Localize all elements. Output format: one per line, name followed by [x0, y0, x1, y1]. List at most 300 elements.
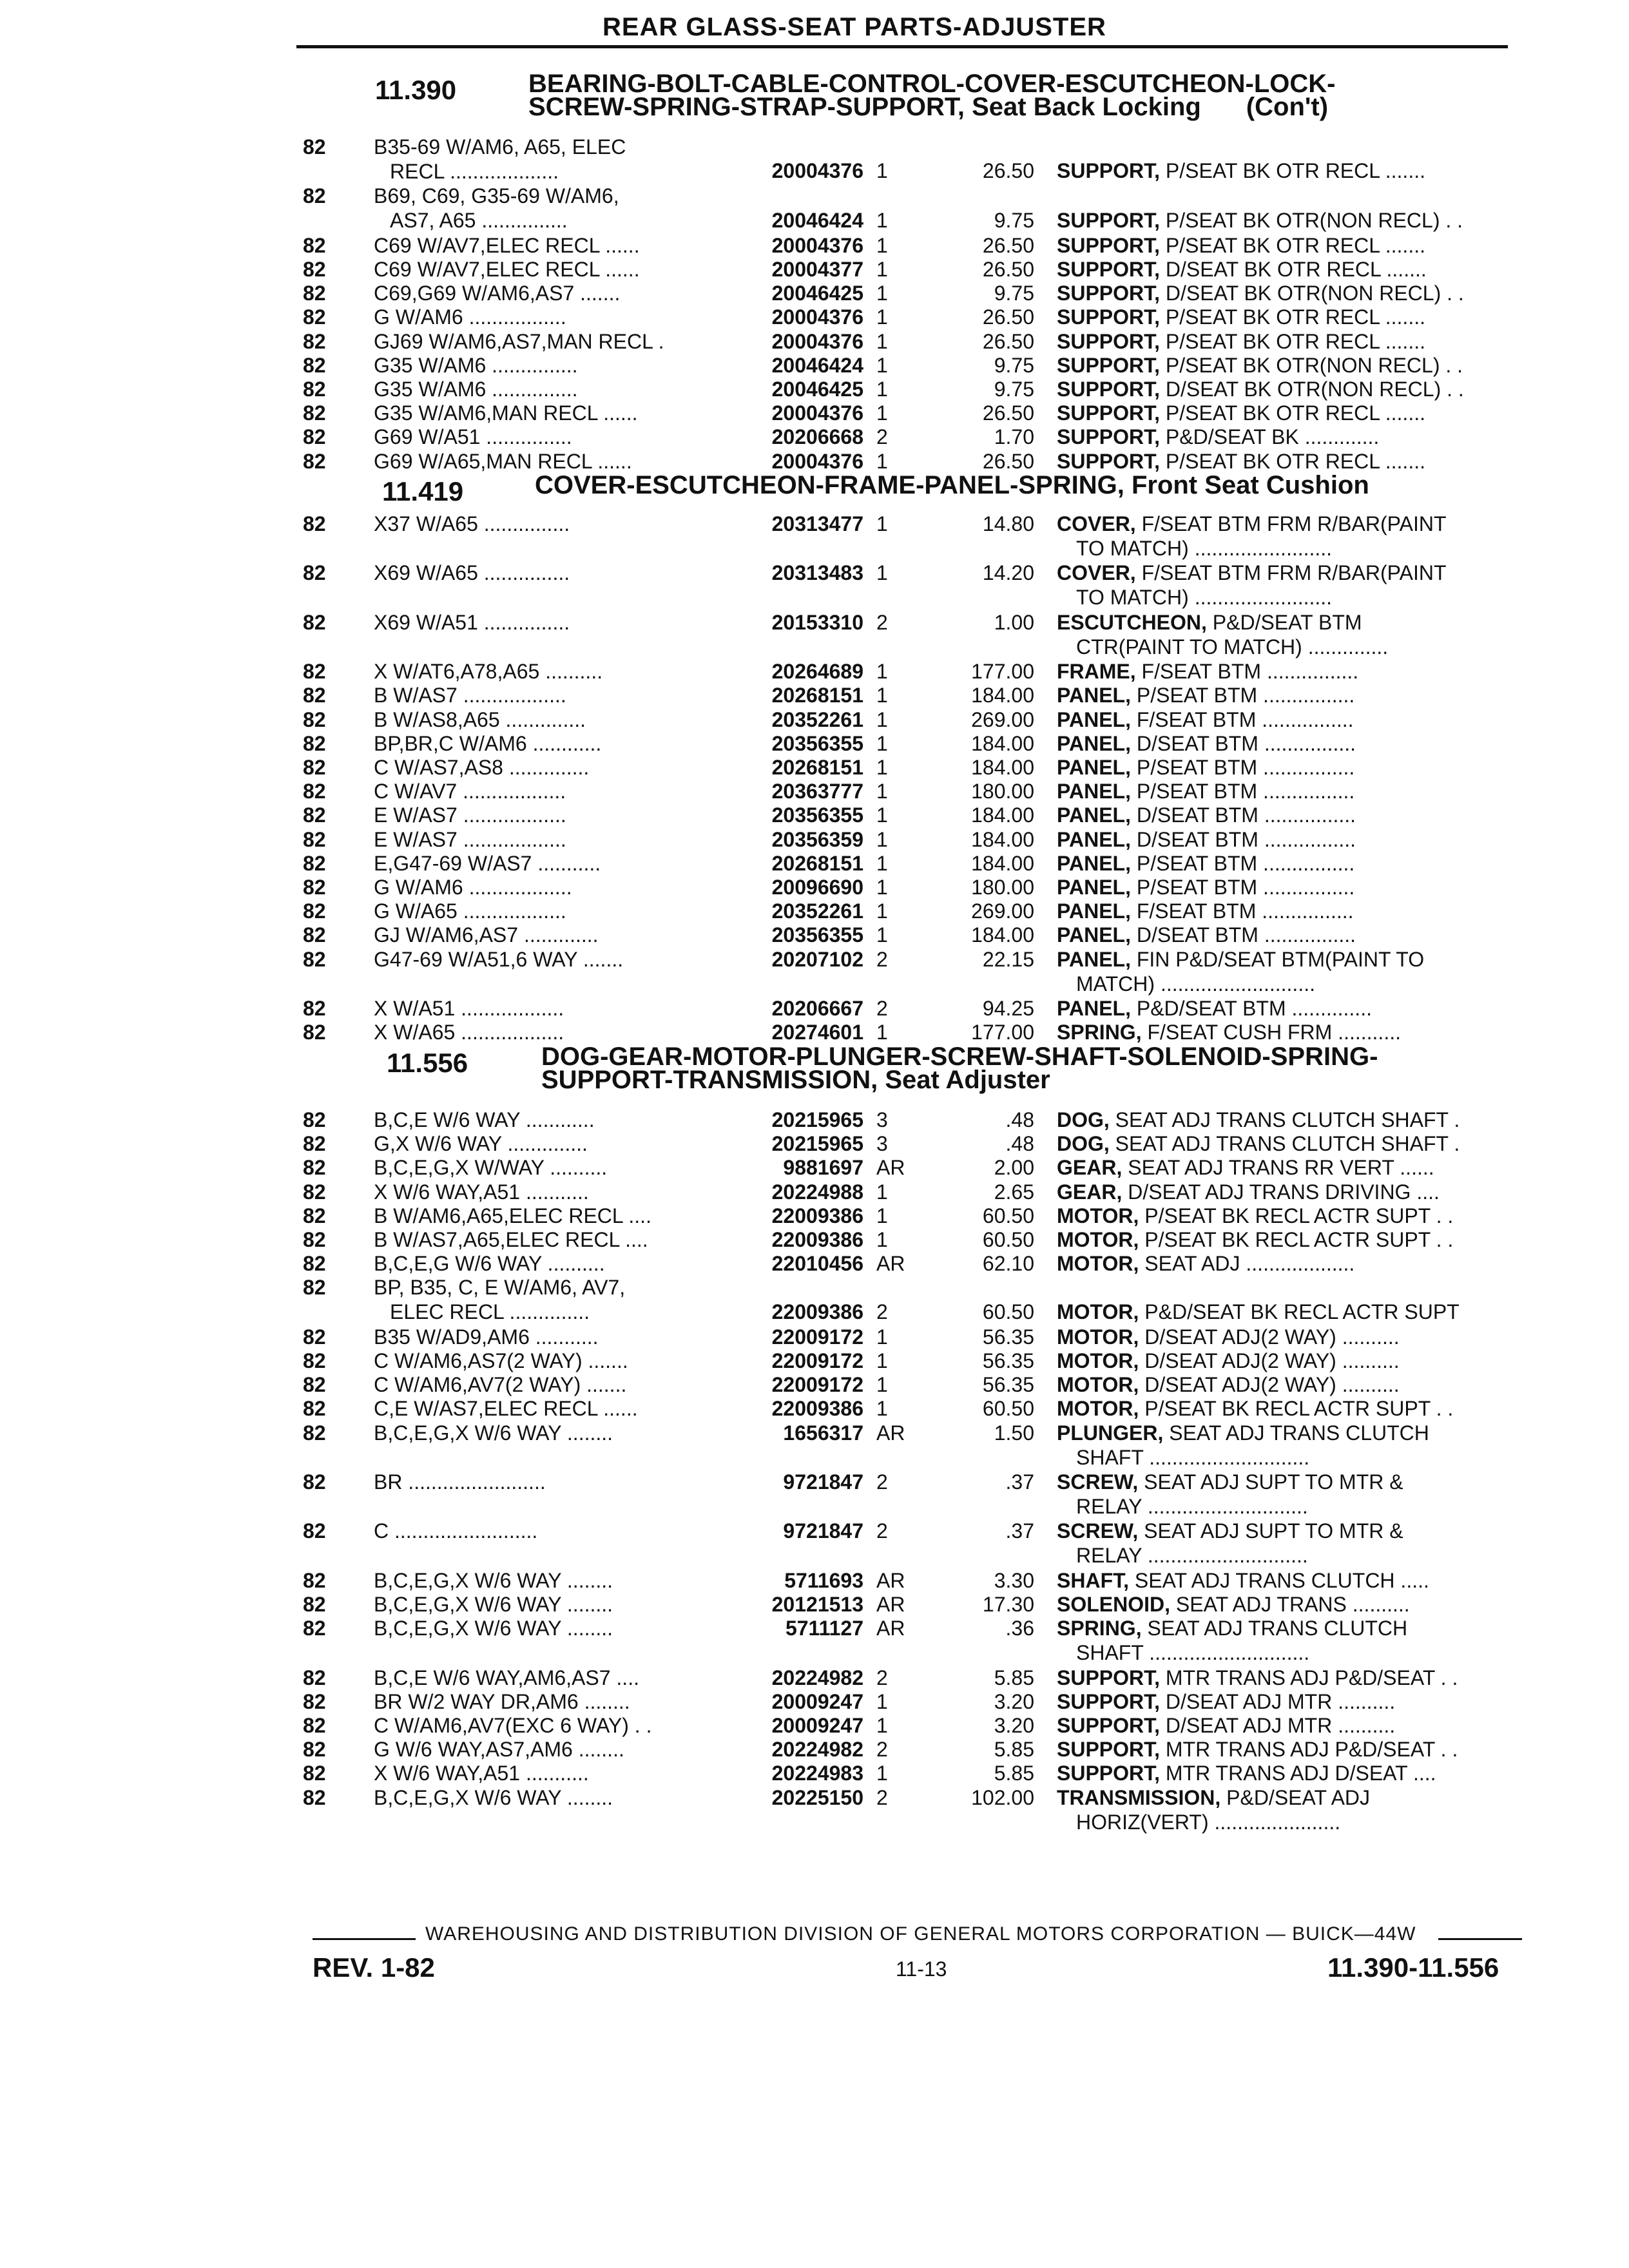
model-year: 82: [303, 827, 326, 851]
quantity: 1: [876, 756, 888, 779]
description-text: SEAT ADJ SUPT TO MTR &: [1138, 1470, 1403, 1494]
model-year: 82: [303, 305, 326, 329]
table-row: [0, 876, 1629, 899]
description-continued: MATCH) ...........................: [1076, 972, 1315, 995]
table-row: [0, 947, 1629, 995]
description-text: F/SEAT BTM FRM R/BAR(PAINT: [1135, 512, 1447, 535]
price: 26.50: [982, 449, 1034, 473]
section-title-line1: [535, 471, 1369, 499]
description-part-name: SUPPORT,: [1057, 1666, 1161, 1689]
description-text: FIN P&D/SEAT BTM(PAINT TO: [1130, 947, 1425, 971]
footer-rule-left: [313, 1938, 416, 1940]
description-text: F/SEAT BTM ................: [1130, 707, 1354, 731]
description: [1057, 1738, 1521, 1762]
description-text: D/SEAT ADJ(2 WAY) ..........: [1139, 1349, 1400, 1372]
part-number: 20004376: [771, 449, 863, 473]
description-part-name: SPRING,: [1057, 1021, 1142, 1044]
description-text: D/SEAT ADJ TRANS DRIVING ....: [1122, 1180, 1440, 1204]
description-part-name: PANEL,: [1057, 997, 1131, 1020]
application-continued: AS7, A65 ...............: [390, 209, 568, 233]
model-year: 82: [303, 660, 326, 684]
description-part-name: PANEL,: [1057, 923, 1131, 947]
table-row: [0, 1738, 1629, 1761]
application: X37 W/A65 ...............: [374, 512, 570, 535]
description-part-name: DOG,: [1057, 1132, 1110, 1156]
part-number: 20224982: [771, 1738, 863, 1762]
part-number: 20268151: [771, 851, 863, 875]
application: G35 W/AM6,MAN RECL ......: [374, 401, 638, 425]
description-continued: RELAY ............................: [1076, 1544, 1308, 1568]
table-row: [0, 899, 1629, 923]
description-text: MTR TRANS ADJ P&D/SEAT . .: [1160, 1666, 1458, 1689]
model-year: 82: [303, 1397, 326, 1421]
price: 3.20: [994, 1689, 1034, 1713]
application: C69 W/AV7,ELEC RECL ......: [374, 258, 640, 281]
description: [1057, 1569, 1521, 1593]
description-text: SEAT ADJ TRANS CLUTCH: [1163, 1421, 1429, 1445]
model-year: 82: [303, 1470, 326, 1494]
model-year: 82: [303, 1421, 326, 1445]
price: 5.85: [994, 1738, 1034, 1762]
description-part-name: PLUNGER,: [1057, 1421, 1164, 1445]
description: [1057, 1325, 1521, 1349]
part-number: 5711127: [785, 1617, 863, 1640]
description: [1057, 159, 1521, 183]
description-part-name: SHAFT,: [1057, 1568, 1129, 1592]
application: C W/AS7,AS8 ..............: [374, 756, 590, 779]
description-part-name: SUPPORT,: [1057, 378, 1161, 401]
description-part-name: MOTOR,: [1057, 1349, 1139, 1372]
description-text: SEAT ADJ SUPT TO MTR &: [1138, 1519, 1403, 1543]
description-part-name: SUPPORT,: [1057, 1689, 1161, 1713]
description-part-name: SUPPORT,: [1057, 1714, 1161, 1737]
model-year: 82: [303, 780, 326, 803]
price: 56.35: [982, 1325, 1034, 1349]
model-year: 82: [303, 1132, 326, 1156]
description: [1057, 305, 1521, 329]
model-year: 82: [303, 425, 326, 449]
quantity: 2: [876, 997, 888, 1020]
description: [1057, 512, 1521, 536]
description-part-name: COVER,: [1057, 512, 1136, 535]
section-title-main: COVER-ESCUTCHEON-FRAME-PANEL-SPRING,: [535, 471, 1124, 499]
table-row: [0, 135, 1629, 183]
description-text: F/SEAT CUSH FRM ...........: [1141, 1021, 1401, 1044]
application: B35-69 W/AM6, A65, ELEC: [374, 135, 626, 159]
model-year: 82: [303, 876, 326, 899]
application: G69 W/A65,MAN RECL ......: [374, 449, 632, 473]
page-header-title: REAR GLASS-SEAT PARTS-ADJUSTER: [602, 13, 1106, 41]
description: [1057, 378, 1521, 401]
table-row: [0, 1156, 1629, 1179]
price: 2.65: [994, 1180, 1034, 1204]
table-row: [0, 282, 1629, 305]
application: G W/6 WAY,AS7,AM6 ........: [374, 1738, 624, 1762]
table-row: [0, 1690, 1629, 1713]
section-title: [541, 1043, 1378, 1094]
part-number: 20264689: [771, 660, 863, 684]
price: 9.75: [994, 208, 1034, 232]
quantity: 1: [876, 378, 888, 401]
model-year: 82: [303, 1252, 326, 1276]
description-part-name: PANEL,: [1057, 684, 1131, 707]
table-row: [0, 660, 1629, 683]
description-part-name: SUPPORT,: [1057, 449, 1161, 473]
application: G47-69 W/A51,6 WAY .......: [374, 947, 624, 971]
description-part-name: GEAR,: [1057, 1156, 1123, 1180]
description-part-name: SOLENOID,: [1057, 1593, 1171, 1616]
description: [1057, 923, 1521, 947]
description-text: P/SEAT BK OTR RECL .......: [1160, 159, 1425, 183]
description-text: P/SEAT BK OTR RECL .......: [1160, 305, 1425, 329]
description: [1057, 1397, 1521, 1421]
model-year: 82: [303, 184, 326, 208]
application: C69 W/AV7,ELEC RECL ......: [374, 233, 640, 257]
price: 2.00: [994, 1156, 1034, 1180]
model-year: 82: [303, 1738, 326, 1762]
section-number: 11.419: [382, 476, 464, 506]
description-text: P/SEAT BK OTR RECL .......: [1160, 449, 1425, 473]
table-row: [0, 1132, 1629, 1155]
description: [1057, 258, 1521, 282]
description: [1057, 708, 1521, 732]
description-part-name: SCREW,: [1057, 1519, 1139, 1543]
description-text: SEAT ADJ TRANS CLUTCH .....: [1129, 1568, 1429, 1592]
part-number: 22009172: [771, 1373, 863, 1397]
section-title-subject: Seat Adjuster: [878, 1066, 1050, 1094]
part-number: 9721847: [783, 1519, 863, 1543]
quantity: 2: [876, 1470, 888, 1494]
model-year: 82: [303, 329, 326, 353]
model-year: 82: [303, 1276, 326, 1300]
price: 26.50: [982, 258, 1034, 281]
price: 9.75: [994, 378, 1034, 401]
table-row: [0, 923, 1629, 947]
quantity: 1: [876, 827, 888, 851]
description: [1057, 1252, 1521, 1276]
footer-section-range: 11.390-11.556: [1327, 1952, 1499, 1983]
table-row: [0, 1397, 1629, 1420]
part-number: 20363777: [771, 780, 863, 803]
description-text: D/SEAT BK OTR(NON RECL) . .: [1160, 378, 1464, 401]
part-number: 20224983: [771, 1762, 863, 1785]
application: C W/AM6,AV7(EXC 6 WAY) . .: [374, 1714, 652, 1737]
price: 62.10: [982, 1252, 1034, 1276]
description: [1057, 282, 1521, 305]
application: G W/A65 ..................: [374, 899, 566, 923]
model-year: 82: [303, 1762, 326, 1785]
part-number: 20206667: [771, 997, 863, 1020]
price: 184.00: [971, 803, 1034, 827]
quantity: 1: [876, 1228, 888, 1251]
price: 184.00: [971, 756, 1034, 779]
model-year: 82: [303, 684, 326, 707]
table-row: [0, 803, 1629, 827]
quantity: 2: [876, 1666, 888, 1689]
description: [1057, 1228, 1521, 1252]
application: E,G47-69 W/AS7 ...........: [374, 851, 601, 875]
model-year: 82: [303, 1021, 326, 1044]
price: 180.00: [971, 876, 1034, 899]
quantity: 2: [876, 1738, 888, 1762]
application: E W/AS7 ..................: [374, 803, 566, 827]
description-part-name: SUPPORT,: [1057, 329, 1161, 353]
application: B W/AS7 ..................: [374, 684, 566, 707]
description-part-name: MOTOR,: [1057, 1397, 1139, 1421]
table-row: [0, 1569, 1629, 1592]
part-number: 20121513: [771, 1593, 863, 1616]
table-row: [0, 1108, 1629, 1131]
part-number: 20268151: [771, 684, 863, 707]
part-number: 20352261: [771, 707, 863, 731]
price: 184.00: [971, 827, 1034, 851]
quantity: 1: [876, 512, 888, 535]
part-number: 9721847: [783, 1470, 863, 1494]
application: B,C,E,G,X W/6 WAY ........: [374, 1568, 613, 1592]
part-number: 20009247: [771, 1689, 863, 1713]
price: 1.00: [994, 610, 1034, 634]
model-year: 82: [303, 899, 326, 923]
description-text: D/SEAT ADJ MTR ..........: [1160, 1689, 1396, 1713]
model-year: 82: [303, 378, 326, 401]
price: .37: [1005, 1519, 1034, 1543]
application: G35 W/AM6 ...............: [374, 378, 578, 401]
description: [1057, 803, 1521, 827]
model-year: 82: [303, 258, 326, 281]
part-number: 20009247: [771, 1714, 863, 1737]
description-part-name: SPRING,: [1057, 1617, 1142, 1640]
table-row: [0, 1762, 1629, 1785]
quantity: 1: [876, 282, 888, 305]
model-year: 82: [303, 707, 326, 731]
table-row: [0, 1421, 1629, 1469]
description-text: F/SEAT BTM ................: [1130, 899, 1354, 923]
application: G,X W/6 WAY ..............: [374, 1132, 588, 1156]
description: [1057, 1180, 1521, 1204]
price: 5.85: [994, 1762, 1034, 1785]
description-text: D/SEAT BK OTR RECL .......: [1160, 258, 1427, 281]
quantity: 1: [876, 1762, 888, 1785]
price: 269.00: [971, 899, 1034, 923]
model-year: 82: [303, 1180, 326, 1204]
table-row: [0, 756, 1629, 779]
description-part-name: COVER,: [1057, 561, 1136, 585]
quantity: 2: [876, 1785, 888, 1809]
description-part-name: PANEL,: [1057, 851, 1131, 875]
price: 26.50: [982, 401, 1034, 425]
description: [1057, 997, 1521, 1021]
table-row: [0, 852, 1629, 875]
table-row: [0, 828, 1629, 851]
description-text: P/SEAT BTM ................: [1130, 756, 1355, 779]
table-row: [0, 1714, 1629, 1737]
footer-revision: REV. 1-82: [313, 1952, 435, 1983]
application: C,E W/AS7,ELEC RECL ......: [374, 1397, 638, 1421]
description-part-name: SUPPORT,: [1057, 282, 1161, 305]
model-year: 82: [303, 1325, 326, 1349]
model-year: 82: [303, 1785, 326, 1809]
table-row: [0, 1228, 1629, 1251]
price: 26.50: [982, 305, 1034, 329]
description-text: P/SEAT BK RECL ACTR SUPT . .: [1139, 1228, 1454, 1251]
quantity: 2: [876, 1300, 888, 1323]
part-number: 5711693: [784, 1568, 863, 1592]
part-number: 20046424: [771, 208, 863, 232]
table-row: [0, 708, 1629, 731]
application: C W/AM6,AS7(2 WAY) .......: [374, 1349, 628, 1372]
section-title-cont: (Con't): [1246, 93, 1329, 121]
description: [1057, 756, 1521, 780]
table-row: [0, 1785, 1629, 1834]
description: [1057, 660, 1521, 684]
description: [1057, 1021, 1521, 1044]
description: [1057, 1786, 1521, 1810]
application: BP,BR,C W/AM6 ............: [374, 731, 602, 755]
model-year: 82: [303, 561, 326, 585]
application: G W/AM6 ..................: [374, 876, 572, 899]
quantity: 3: [876, 1132, 888, 1156]
description: [1057, 1762, 1521, 1785]
description-part-name: SUPPORT,: [1057, 1738, 1161, 1762]
description-text: D/SEAT BTM ................: [1130, 803, 1356, 827]
part-number: 22009386: [771, 1204, 863, 1227]
application: X W/A51 ..................: [374, 997, 564, 1020]
description: [1057, 1690, 1521, 1714]
quantity: 1: [876, 449, 888, 473]
description-text: P&D/SEAT ADJ: [1220, 1785, 1371, 1809]
description-continued: HORIZ(VERT) ......................: [1076, 1810, 1341, 1834]
description-part-name: SUPPORT,: [1057, 425, 1161, 449]
price: .48: [1005, 1132, 1034, 1156]
table-row: [0, 425, 1629, 448]
description-text: MTR TRANS ADJ D/SEAT ....: [1160, 1762, 1436, 1785]
description: [1057, 1666, 1521, 1690]
description: [1057, 780, 1521, 803]
quantity: 1: [876, 1204, 888, 1227]
description-part-name: MOTOR,: [1057, 1300, 1139, 1323]
description-part-name: SUPPORT,: [1057, 233, 1161, 257]
description-text: P/SEAT BK OTR(NON RECL) . .: [1160, 353, 1463, 377]
part-number: 22009172: [771, 1325, 863, 1349]
description: [1057, 234, 1521, 258]
description: [1057, 732, 1521, 756]
description: [1057, 209, 1521, 233]
description-text: F/SEAT BTM ................: [1135, 660, 1359, 684]
section-title-line2: [541, 1066, 1378, 1094]
description-text: SEAT ADJ TRANS RR VERT ......: [1122, 1156, 1434, 1180]
description-text: P/SEAT BTM ................: [1130, 851, 1355, 875]
table-row: [0, 1373, 1629, 1396]
price: 184.00: [971, 684, 1034, 707]
description-continued: TO MATCH) ........................: [1076, 586, 1333, 610]
price: 177.00: [971, 1021, 1034, 1044]
model-year: 82: [303, 1349, 326, 1372]
part-number: 22010456: [771, 1252, 863, 1276]
description-text: P/SEAT BK RECL ACTR SUPT . .: [1139, 1204, 1454, 1227]
price: 56.35: [982, 1349, 1034, 1372]
table-row: [0, 378, 1629, 401]
section-number: 11.556: [387, 1048, 468, 1078]
model-year: 82: [303, 1714, 326, 1737]
quantity: 1: [876, 803, 888, 827]
quantity: 2: [876, 610, 888, 634]
description-text: SEAT ADJ TRANS CLUTCH: [1141, 1617, 1408, 1640]
description-part-name: MOTOR,: [1057, 1204, 1139, 1227]
part-number: 20225150: [771, 1785, 863, 1809]
description-part-name: MOTOR,: [1057, 1252, 1139, 1276]
application: B,C,E,G W/6 WAY ..........: [374, 1252, 605, 1276]
application: BP, B35, C, E W/AM6, AV7,: [374, 1276, 626, 1300]
section-title-continued: SUPPORT-TRANSMISSION,: [541, 1066, 878, 1094]
quantity: 1: [876, 1180, 888, 1204]
description-text: MTR TRANS ADJ P&D/SEAT . .: [1160, 1738, 1458, 1762]
price: .36: [1005, 1617, 1034, 1640]
description-text: P/SEAT BK RECL ACTR SUPT . .: [1139, 1397, 1454, 1421]
part-number: 20207102: [771, 947, 863, 971]
section-title-line1: [541, 1043, 1378, 1071]
part-number: 20313477: [771, 512, 863, 535]
description: [1057, 450, 1521, 474]
quantity: 1: [876, 1349, 888, 1372]
description-part-name: PANEL,: [1057, 899, 1131, 923]
part-number: 22009172: [771, 1349, 863, 1372]
application: X W/AT6,A78,A65 ..........: [374, 660, 603, 684]
footer-division: WAREHOUSING AND DISTRIBUTION DIVISION OF GENERAL MOTORS CORPORATION — BUICK—44W: [425, 1923, 1416, 1945]
model-year: 82: [303, 851, 326, 875]
part-number: 20004376: [771, 329, 863, 353]
application: B,C,E,G,X W/6 WAY ........: [374, 1785, 613, 1809]
application: B,C,E,G,X W/WAY ..........: [374, 1156, 608, 1180]
application: BR W/2 WAY DR,AM6 ........: [374, 1689, 630, 1713]
table-row: [0, 401, 1629, 425]
description-text: P&D/SEAT BTM: [1206, 610, 1362, 634]
description-part-name: SCREW,: [1057, 1470, 1139, 1494]
description: [1057, 1617, 1521, 1640]
description-continued: TO MATCH) ........................: [1076, 537, 1333, 560]
application: C .........................: [374, 1519, 538, 1543]
part-number: 20046425: [771, 378, 863, 401]
part-number: 20215965: [771, 1108, 863, 1131]
part-number: 20356355: [771, 923, 863, 947]
description-part-name: PANEL,: [1057, 756, 1131, 779]
table-row: [0, 1617, 1629, 1665]
quantity: 1: [876, 923, 888, 947]
description: [1057, 948, 1521, 972]
description-part-name: MOTOR,: [1057, 1228, 1139, 1251]
description-text: D/SEAT ADJ MTR ..........: [1160, 1714, 1396, 1737]
quantity: 1: [876, 1373, 888, 1397]
description-text: P/SEAT BK OTR RECL .......: [1160, 233, 1425, 257]
model-year: 82: [303, 1666, 326, 1689]
quantity: 2: [876, 1519, 888, 1543]
description-text: D/SEAT ADJ(2 WAY) ..........: [1139, 1325, 1400, 1349]
description-part-name: PANEL,: [1057, 803, 1131, 827]
part-number: 20356355: [771, 731, 863, 755]
description-part-name: SUPPORT,: [1057, 159, 1161, 183]
price: 26.50: [982, 159, 1034, 183]
table-row: [0, 780, 1629, 803]
price: 184.00: [971, 851, 1034, 875]
table-row: [0, 1593, 1629, 1616]
model-year: 82: [303, 1593, 326, 1616]
quantity: 1: [876, 208, 888, 232]
application: X69 W/A65 ...............: [374, 561, 570, 585]
quantity: AR: [876, 1593, 905, 1616]
description: [1057, 1349, 1521, 1373]
model-year: 82: [303, 1568, 326, 1592]
description-part-name: ESCUTCHEON,: [1057, 610, 1207, 634]
part-number: 22009386: [771, 1228, 863, 1251]
